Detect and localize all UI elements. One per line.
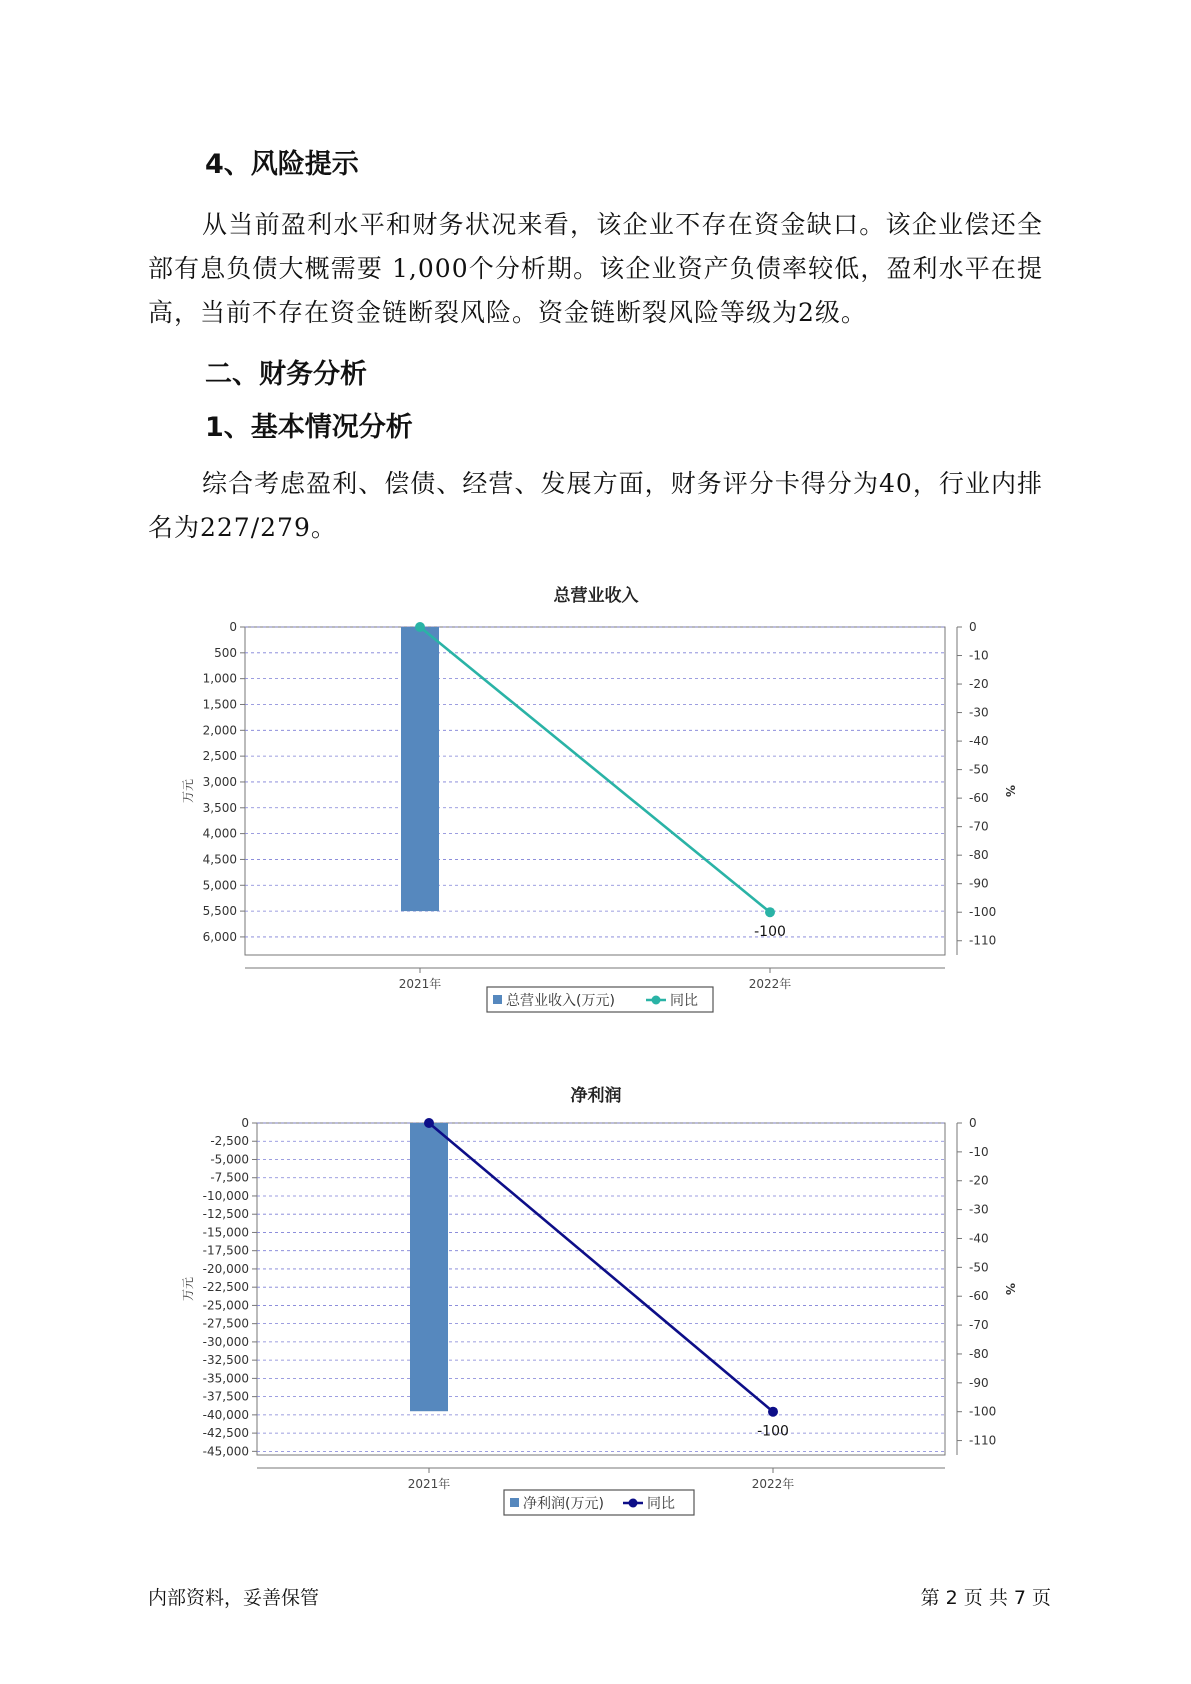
y-tick-label: -10,000: [202, 1188, 249, 1203]
y-axis-label: 万元: [181, 1276, 195, 1302]
paragraph-risk: 从当前盈利水平和财务状况来看，该企业不存在资金缺口。该企业偿还全部有息负债大概需要 1,000个分析期。该企业资产负债率较低，盈利水平在提高，当前不存在资金链断裂风险。资金链断裂风险等级为2级。: [148, 210, 1043, 327]
heading-financial-analysis: 二、财务分析: [205, 359, 367, 390]
data-point: [765, 907, 775, 917]
data-point: [768, 1407, 778, 1417]
y-tick-label: -35,000: [202, 1371, 249, 1386]
y-tick-label: 1,500: [202, 697, 237, 712]
data-label: -100: [757, 1423, 789, 1440]
legend-swatch-point: [629, 1499, 638, 1508]
legend-label: 总营业收入(万元): [506, 993, 615, 1009]
y-tick-label: 5,000: [202, 878, 237, 893]
y2-tick-label: -20: [969, 677, 989, 692]
y2-tick-label: -40: [969, 734, 989, 749]
net-profit-chart-svg: [0, 1075, 1191, 1545]
x-tick-label: 2021年: [407, 1477, 451, 1491]
bar: [410, 1123, 448, 1411]
y-tick-label: 2,500: [202, 749, 237, 764]
legend-swatch-bar: [493, 995, 502, 1004]
y2-tick-label: -70: [969, 819, 989, 834]
y2-tick-label: -50: [969, 1260, 989, 1275]
legend-swatch-point: [652, 996, 661, 1005]
y-tick-label: -2,500: [210, 1134, 249, 1149]
y-tick-label: 4,500: [202, 852, 237, 867]
y2-tick-label: -100: [969, 905, 997, 920]
revenue-chart-svg: [0, 575, 1191, 1035]
y2-tick-label: -90: [969, 876, 989, 891]
y-tick-label: -22,500: [202, 1280, 249, 1295]
y-tick-label: 3,000: [202, 774, 237, 789]
legend-label: 同比: [647, 1496, 675, 1512]
y2-tick-label: -90: [969, 1375, 989, 1390]
y-tick-label: 4,000: [202, 826, 237, 841]
chart-title: 总营业收入: [553, 586, 639, 606]
data-point: [415, 622, 425, 632]
footer-note: 内部资料，妥善保管: [148, 1587, 320, 1609]
y2-tick-label: -80: [969, 848, 989, 863]
y2-tick-label: -50: [969, 762, 989, 777]
y-tick-label: -30,000: [202, 1334, 249, 1349]
y2-tick-label: -80: [969, 1346, 989, 1361]
bar: [401, 627, 439, 911]
legend-swatch-bar: [510, 1498, 519, 1507]
y-tick-label: 3,500: [202, 800, 237, 815]
y2-tick-label: -30: [969, 705, 989, 720]
x-tick-label: 2022年: [751, 1477, 795, 1491]
y-tick-label: -27,500: [202, 1316, 249, 1331]
y-tick-label: -40,000: [202, 1407, 249, 1422]
y2-axis-label: %: [1003, 1282, 1017, 1296]
chart-title: 净利润: [570, 1086, 622, 1106]
y2-tick-label: -60: [969, 1289, 989, 1304]
y-tick-label: -25,000: [202, 1298, 249, 1313]
y2-tick-label: -10: [969, 648, 989, 663]
plot-area: [245, 627, 945, 955]
y-tick-label: -32,500: [202, 1353, 249, 1368]
y-tick-label: -15,000: [202, 1225, 249, 1240]
y2-tick-label: 0: [969, 620, 977, 634]
y-tick-label: 6,000: [202, 929, 237, 944]
y2-tick-label: -100: [969, 1404, 997, 1419]
y-tick-label: -45,000: [202, 1444, 249, 1459]
legend-label: 净利润(万元): [523, 1496, 604, 1512]
y-tick-label: 5,500: [202, 904, 237, 919]
heading-basic-analysis: 1、基本情况分析: [205, 412, 413, 443]
data-point: [424, 1118, 434, 1128]
y2-axis-label: %: [1003, 784, 1017, 798]
legend-label: 同比: [670, 993, 698, 1009]
y-tick-label: -17,500: [202, 1243, 249, 1258]
y2-tick-label: -20: [969, 1173, 989, 1188]
data-label: -100: [754, 924, 786, 941]
x-tick-label: 2022年: [748, 977, 792, 991]
revenue-chart: [0, 575, 1191, 1039]
y-tick-label: 1,000: [202, 671, 237, 686]
y-tick-label: -20,000: [202, 1261, 249, 1276]
footer-page-number: 第 2 页 共 7 页: [920, 1587, 1051, 1609]
y-tick-label: 0: [229, 620, 237, 634]
y2-tick-label: -40: [969, 1231, 989, 1246]
y2-tick-label: -10: [969, 1144, 989, 1159]
y-tick-label: -12,500: [202, 1207, 249, 1222]
y-axis-label: 万元: [181, 778, 195, 804]
paragraph-basic: 综合考虑盈利、偿债、经营、发展方面，财务评分卡得分为40，行业内排名为227/279。: [148, 469, 1043, 542]
y2-tick-label: -110: [969, 1433, 997, 1448]
x-tick-label: 2021年: [398, 977, 442, 991]
y-tick-label: 2,000: [202, 723, 237, 738]
heading-risk: 4、风险提示: [205, 149, 359, 180]
y-tick-label: -37,500: [202, 1389, 249, 1404]
y2-tick-label: 0: [969, 1116, 977, 1130]
y2-tick-label: -110: [969, 933, 997, 948]
y-tick-label: 500: [214, 645, 237, 660]
net-profit-chart: [0, 1075, 1191, 1549]
y-tick-label: -7,500: [210, 1170, 249, 1185]
y-tick-label: 0: [241, 1116, 249, 1130]
plot-area: [257, 1123, 945, 1455]
y-tick-label: -42,500: [202, 1426, 249, 1441]
y2-tick-label: -70: [969, 1318, 989, 1333]
y-tick-label: -5,000: [210, 1152, 249, 1167]
y2-tick-label: -30: [969, 1202, 989, 1217]
y2-tick-label: -60: [969, 791, 989, 806]
